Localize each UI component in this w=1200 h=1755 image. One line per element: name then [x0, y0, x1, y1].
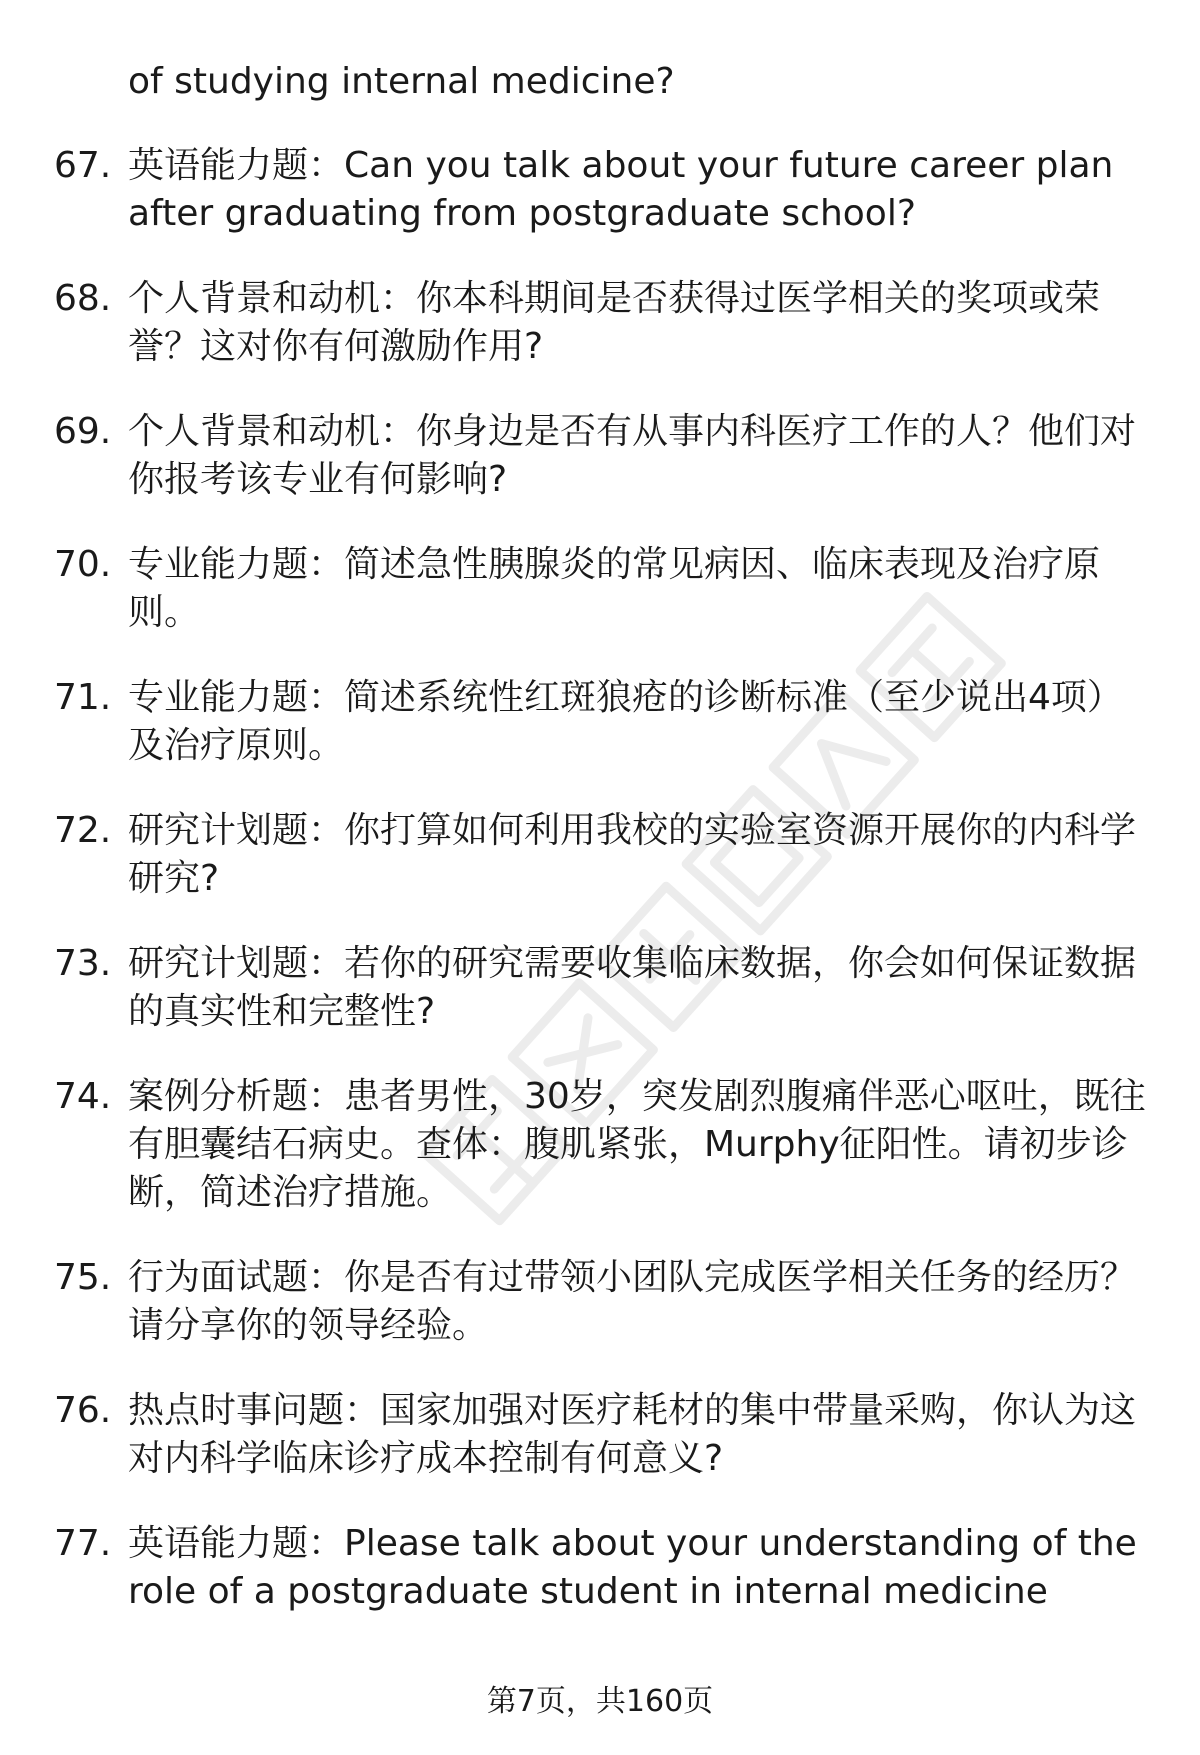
question-item: [0, 408, 1200, 504]
page-footer: [0, 1682, 1200, 1722]
question-number: 70.: [54, 544, 112, 585]
question-item: [0, 1073, 1200, 1217]
question-item: [0, 1254, 1200, 1350]
question-number: 71.: [54, 677, 112, 718]
question-number: 73.: [54, 943, 112, 984]
question-text: 专业能力题：简述急性胰腺炎的常见病因、临床表现及治疗原则。: [128, 544, 1101, 633]
question-number: 77.: [54, 1523, 112, 1564]
question-list: [0, 142, 1200, 1653]
continued-question-text: of studying internal medicine?: [128, 61, 675, 102]
question-text: 个人背景和动机：你身边是否有从事内科医疗工作的人？他们对你报考该专业有何影响?: [128, 411, 1137, 500]
question-number: 74.: [54, 1076, 112, 1117]
question-item: [0, 674, 1200, 770]
question-text: 专业能力题：简述系统性红斑狼疮的诊断标准（至少说出4项）及治疗原则。: [128, 677, 1123, 766]
question-item: [0, 1387, 1200, 1483]
question-item: [0, 541, 1200, 637]
question-item: [0, 1520, 1200, 1616]
question-text: 热点时事问题：国家加强对医疗耗材的集中带量采购，你认为这对内科学临床诊疗成本控制有何意义?: [128, 1390, 1137, 1479]
question-item: [0, 807, 1200, 903]
question-item: [0, 940, 1200, 1036]
question-number: 72.: [54, 810, 112, 851]
question-number: 67.: [54, 145, 112, 186]
question-item: [0, 142, 1200, 238]
question-text: 个人背景和动机：你本科期间是否获得过医学相关的奖项或荣誉？这对你有何激励作用?: [128, 278, 1101, 367]
question-text: 行为面试题：你是否有过带领小团队完成医学相关任务的经历？请分享你的领导经验。: [128, 1257, 1137, 1346]
question-number: 76.: [54, 1390, 112, 1431]
page-number-label: 第7页，共160页: [486, 1684, 714, 1719]
question-number: 68.: [54, 278, 112, 319]
question-text: 英语能力题：Please talk about your understanding of the role of a postgraduate student in internal medicine: [128, 1523, 1137, 1612]
question-text: 研究计划题：你打算如何利用我校的实验室资源开展你的内科学研究?: [128, 810, 1137, 899]
question-item: [0, 275, 1200, 371]
question-number: 75.: [54, 1257, 112, 1298]
question-text: 英语能力题：Can you talk about your future career plan after graduating from postgraduate school?: [128, 145, 1114, 234]
question-text: 研究计划题：若你的研究需要收集临床数据，你会如何保证数据的真实性和完整性?: [128, 943, 1137, 1032]
question-number: 69.: [54, 411, 112, 452]
question-text: 案例分析题：患者男性，30岁，突发剧烈腹痛伴恶心呕吐，既往有胆囊结石病史。查体：腹肌紧张，Murphy征阳性。请初步诊断，简述治疗措施。: [128, 1076, 1146, 1213]
